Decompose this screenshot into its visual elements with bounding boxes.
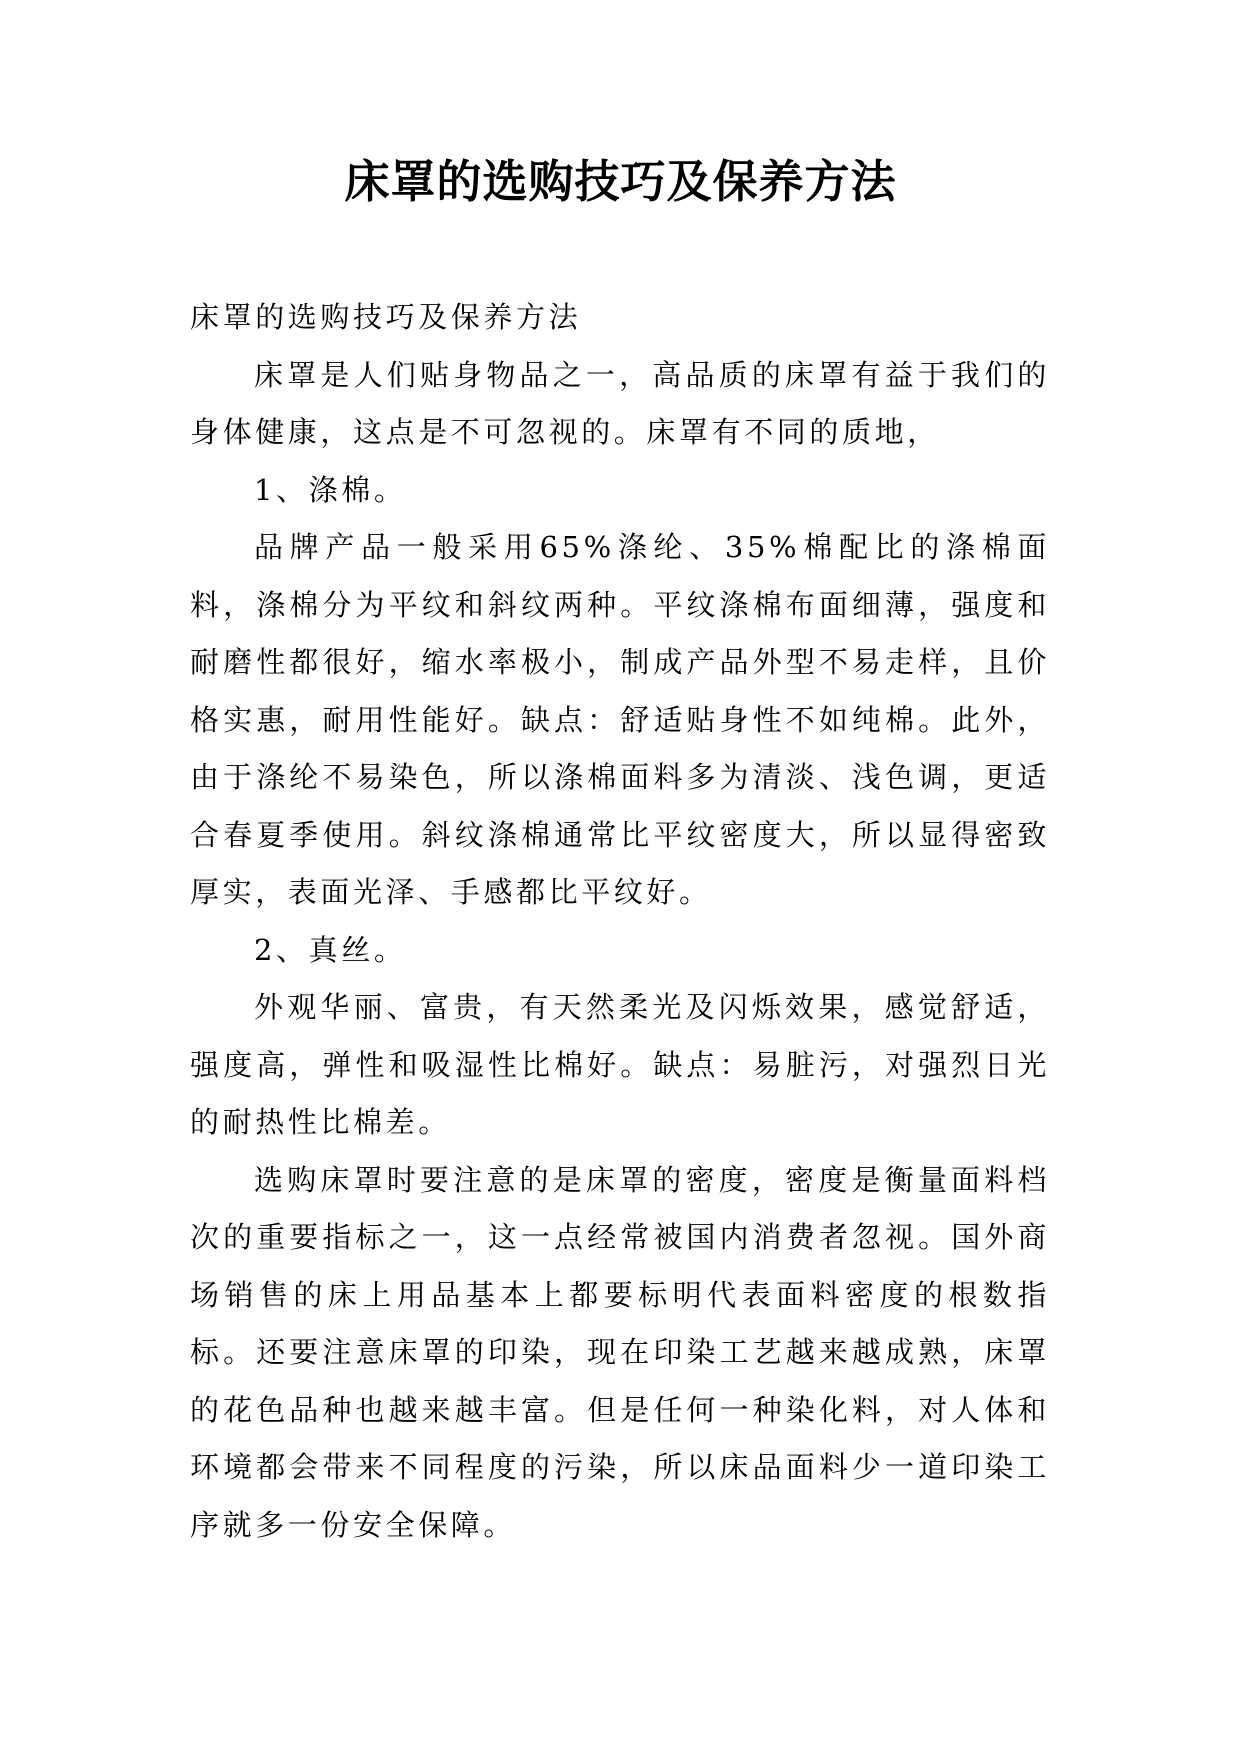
subtitle-paragraph: 床罩的选购技巧及保养方法 (190, 300, 582, 334)
document-title: 床罩的选购技巧及保养方法 (344, 155, 897, 208)
document-body (190, 289, 1050, 1554)
polyester-cotton-paragraph: 品牌产品一般采用65%涤纶、35%棉配比的涤棉面料，涤棉分为平纹和斜纹两种。平纹涤棉布面细薄，强度和耐磨性都很好，缩水率极小，制成产品外型不易走样，且价格实惠，耐用性能好。缺点：舒适贴身性不如纯棉。此外，由于涤纶不易染色，所以涤棉面料多为清淡、浅色调，更适合春夏季使用。斜纹涤棉通常比平纹密度大，所以显得密致厚实，表面光泽、手感都比平纹好。 (190, 530, 1050, 909)
intro-paragraph: 床罩是人们贴身物品之一，高品质的床罩有益于我们的身体健康，这点是不可忽视的。床罩有不同的质地， (190, 357, 1050, 449)
silk-paragraph: 外观华丽、富贵，有天然柔光及闪烁效果，感觉舒适，强度高，弹性和吸湿性比棉好。缺点：易脏污，对强烈日光的耐热性比棉差。 (190, 990, 1050, 1139)
section-heading-polyester-cotton: 1、涤棉。 (254, 472, 407, 507)
section-heading-silk: 2、真丝。 (254, 932, 407, 967)
buying-tips-paragraph: 选购床罩时要注意的是床罩的密度，密度是衡量面料档次的重要指标之一，这一点经常被国内消费者忽视。国外商场销售的床上用品基本上都要标明代表面料密度的根数指标。还要注意床罩的印染，现在印染工艺越来越成熟，床罩的花色品种也越来越丰富。但是任何一种染化料，对人体和环境都会带来不同程度的污染，所以床品面料少一道印染工序就多一份安全保障。 (190, 1162, 1050, 1542)
